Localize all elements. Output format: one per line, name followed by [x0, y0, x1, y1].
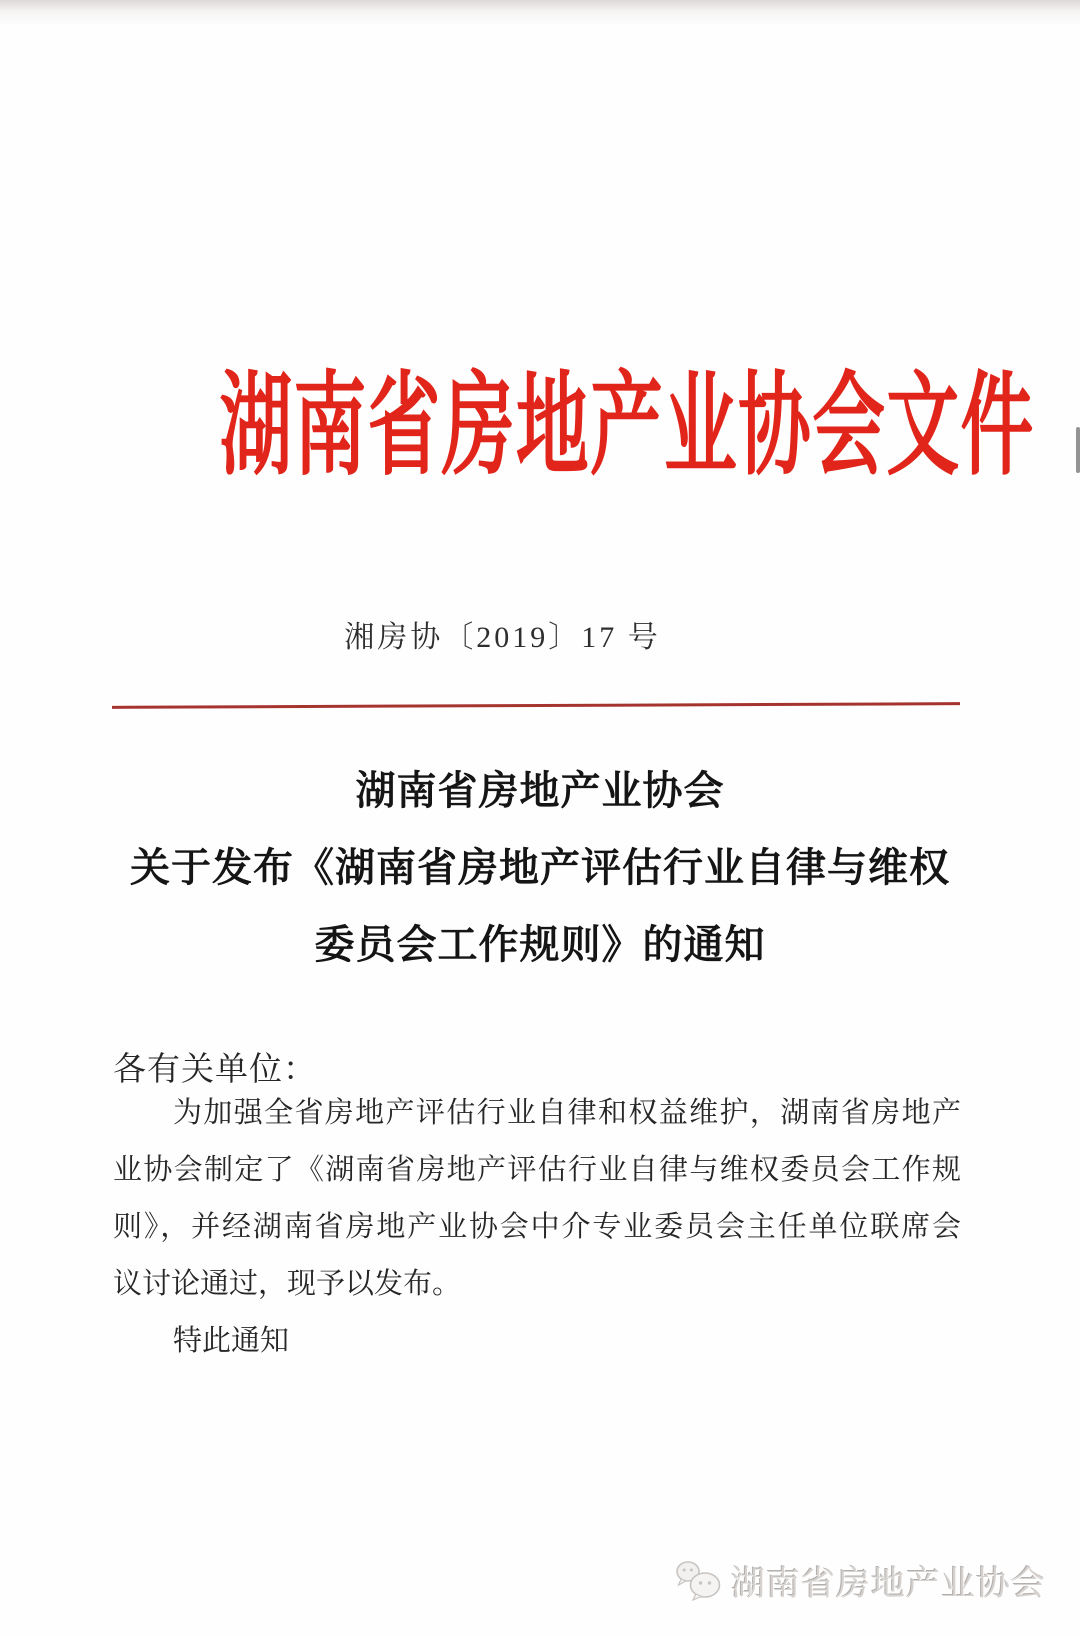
- org-header: [0, 366, 1080, 488]
- closing-line: 特此通知: [173, 1325, 290, 1357]
- body-line-2: 业协会制定了《湖南省房地产评估行业自律与维权委员会工作规: [113, 1154, 961, 1186]
- watermark: [675, 1556, 1046, 1605]
- scan-artifact-top: [0, 0, 1080, 26]
- org-header-title: 湖南省房地产业协会文件: [219, 365, 1035, 489]
- notice-title: [0, 752, 1080, 983]
- notice-title-line-2: 关于发布《湖南省房地产评估行业自律与维权: [130, 845, 950, 890]
- notice-title-line-3: 委员会工作规则》的通知: [314, 922, 766, 967]
- salutation: 各有关单位：: [113, 1052, 317, 1088]
- body-line-1: 为加强全省房地产评估行业自律和权益维护，湖南省房地产: [173, 1097, 961, 1129]
- body-line-4: 议讨论通过，现予以发布。: [113, 1268, 462, 1300]
- wechat-icon: [675, 1560, 721, 1602]
- watermark-label: 湖南省房地产业协会: [731, 1565, 1046, 1603]
- red-divider-line: [112, 702, 960, 709]
- body-line-3: 则》，并经湖南省房地产业协会中介专业委员会主任单位联席会: [113, 1211, 961, 1243]
- notice-body: [113, 1085, 961, 1370]
- scan-artifact-right: [1076, 427, 1080, 473]
- doc-number: 湘房协〔2019〕17 号: [344, 621, 661, 654]
- notice-title-line-1: 湖南省房地产业协会: [355, 768, 725, 813]
